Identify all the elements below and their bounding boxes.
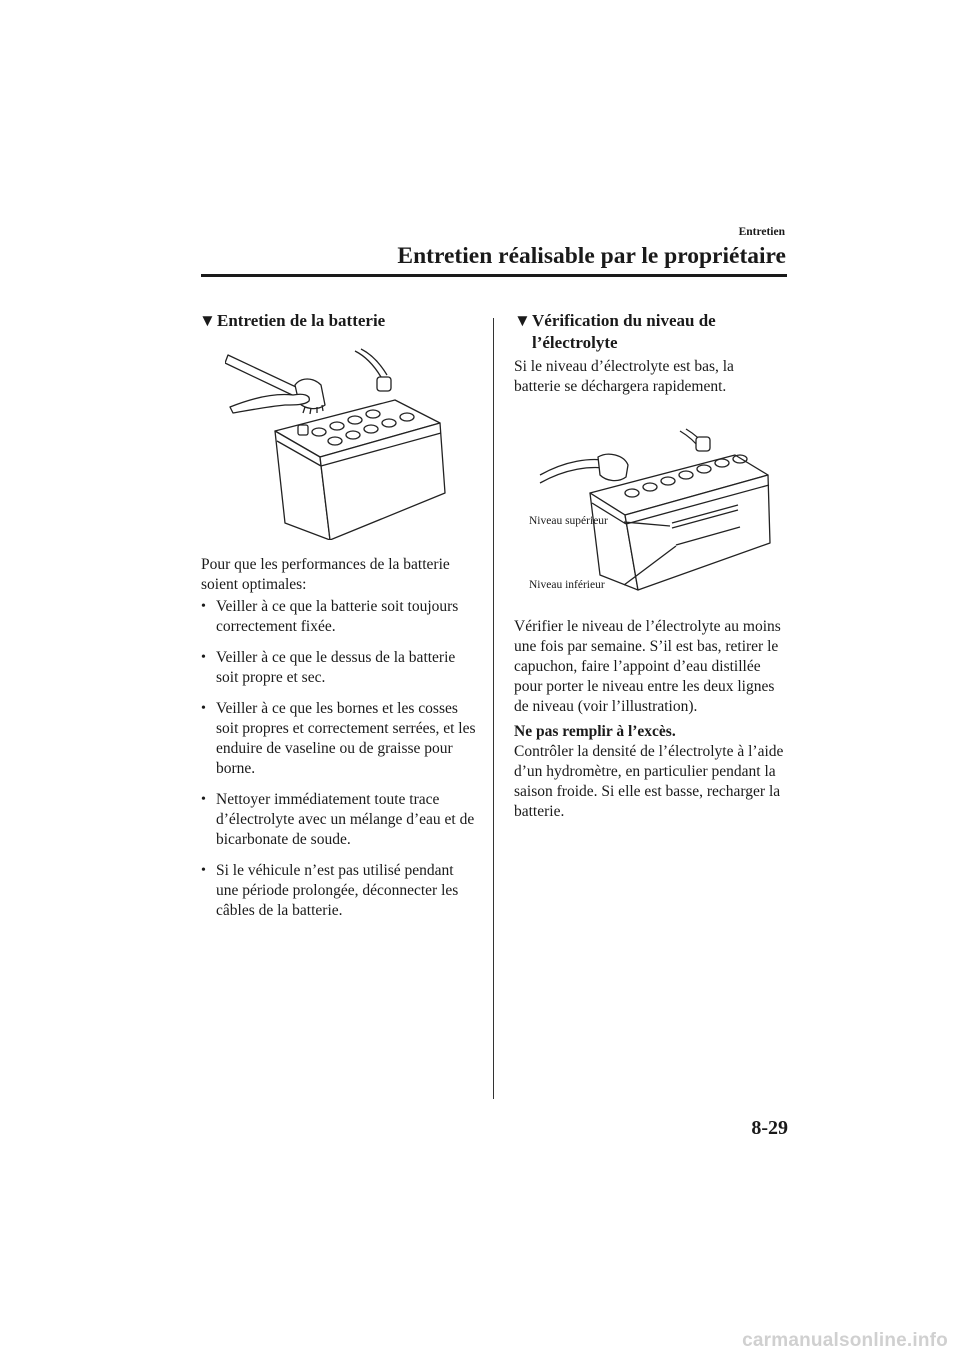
electrolyte-heading-line2: l’électrolyte (532, 333, 618, 352)
lower-level-label: Niveau inférieur (529, 579, 605, 591)
section-triangle-icon: ▼ (199, 311, 216, 330)
bullet-item (201, 861, 476, 921)
battery-maintenance-heading (199, 310, 479, 332)
page-title: Entretien réalisable par le propriétaire (397, 243, 786, 269)
bullet-text: Veiller à ce que le dessus de la batterie soit propre et sec. (216, 649, 456, 686)
title-rule (201, 274, 787, 277)
bullet-text: Veiller à ce que les bornes et les cosses soit propres et correctement serrées, et les enduire de vaseline ou de graisse pour borne. (216, 700, 476, 777)
bullet-text: Veiller à ce que la batterie soit toujours correctement fixée. (216, 598, 459, 635)
bullet-item (201, 790, 476, 850)
hydrometer-paragraph: Contrôler la densité de l’électrolyte à l’aide d’un hydromètre, en particulier pendant la saison froide. Si elle est basse, recharger la batterie. (514, 743, 784, 820)
bullet-text: Nettoyer immédiatement toute trace d’électrolyte avec un mélange d’eau et de bicarbonate de soude. (216, 791, 475, 848)
electrolyte-heading (514, 310, 789, 354)
battery-maintenance-heading-text: Entretien de la batterie (217, 311, 386, 330)
electrolyte-intro: Si le niveau d’électrolyte est bas, la batterie se déchargera rapidement. (514, 358, 734, 395)
bullet-item (201, 648, 476, 688)
watermark: carmanualsonline.info (742, 1330, 948, 1351)
page-number: 8-29 (751, 1117, 788, 1139)
column-divider (493, 318, 494, 1099)
no-overfill-warning: Ne pas remplir à l’excès. (514, 723, 676, 740)
battery-cleaning-illustration (225, 345, 450, 540)
bullet-text: Si le véhicule n’est pas utilisé pendant une période prolongée, déconnecter les câbles de la batterie. (216, 862, 459, 919)
bullet-item (201, 699, 476, 779)
bullet-dot: • (201, 701, 206, 716)
bullet-dot: • (201, 650, 206, 665)
bullet-item (201, 597, 476, 637)
bullet-dot: • (201, 863, 206, 878)
battery-intro: Pour que les performances de la batterie soient optimales: (201, 556, 450, 593)
section-triangle-icon: ▼ (514, 311, 531, 330)
electrolyte-check-paragraph: Vérifier le niveau de l’électrolyte au moins une fois par semaine. S’il est bas, retirer le capuchon, faire l’appoint d’eau distillée pour porter le niveau entre les deux lignes de niveau (voir l’illustration). (514, 618, 781, 715)
electrolyte-heading-line1: Vérification du niveau de (532, 311, 716, 330)
upper-level-label: Niveau supérieur (529, 515, 608, 527)
section-label: Entretien (738, 226, 785, 238)
battery-bullet-list (201, 597, 476, 932)
bullet-dot: • (201, 792, 206, 807)
bullet-dot: • (201, 599, 206, 614)
